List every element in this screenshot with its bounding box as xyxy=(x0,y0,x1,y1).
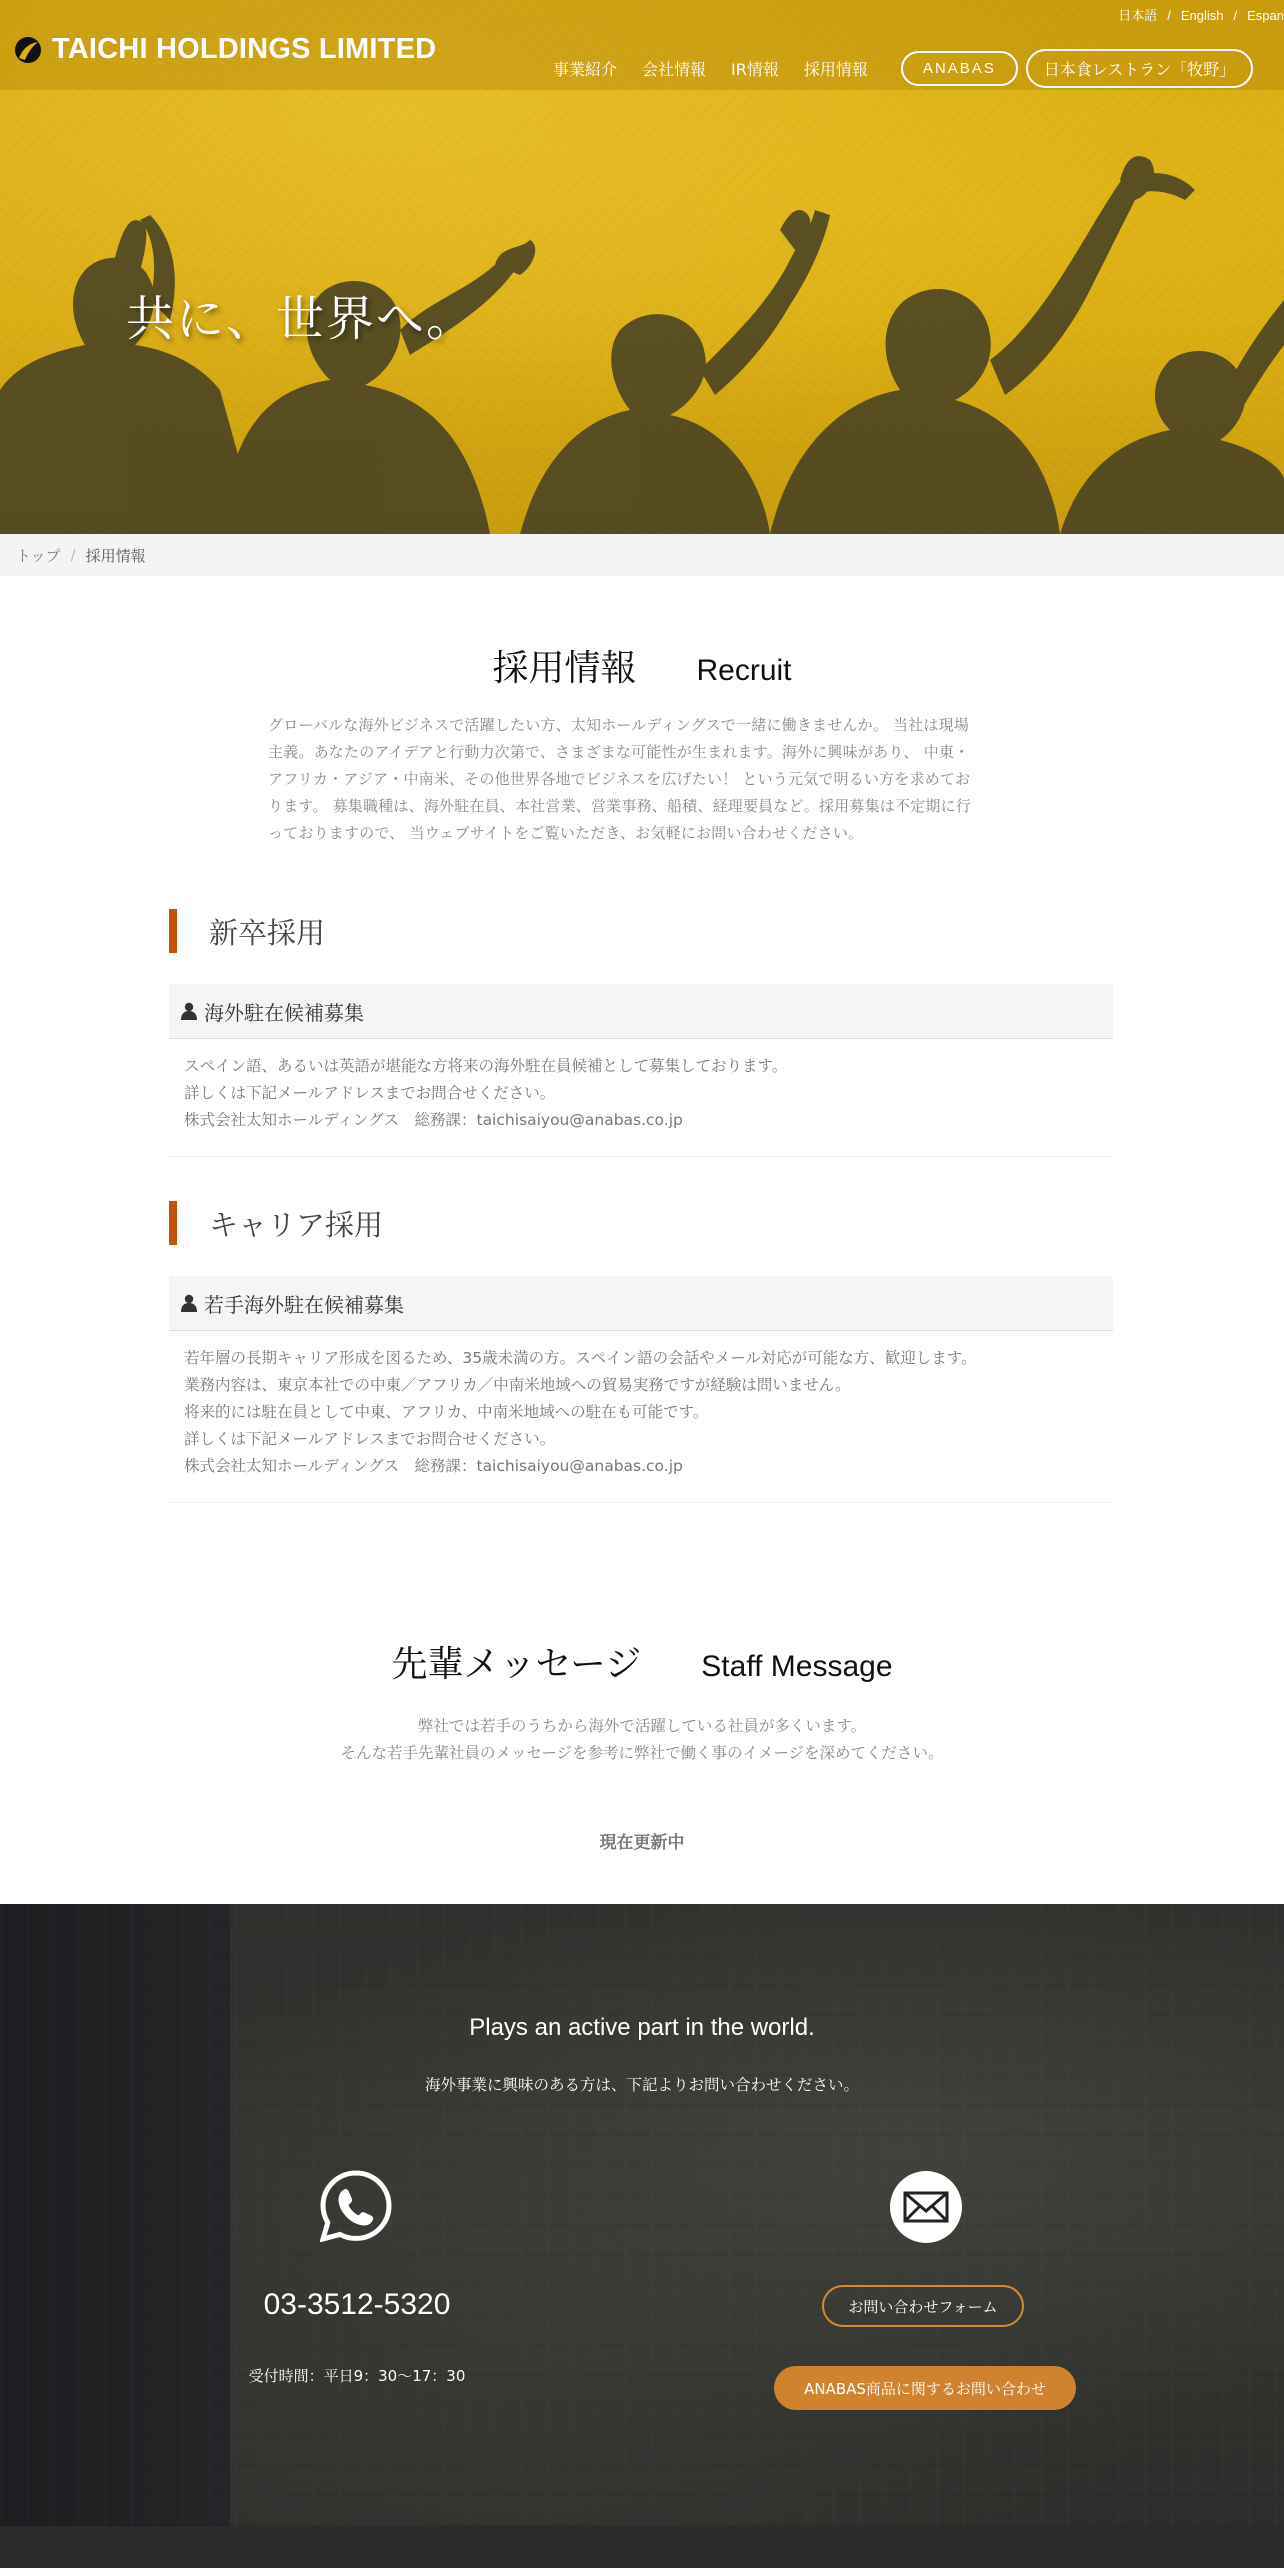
job-panel-header xyxy=(169,1276,1113,1331)
user-icon xyxy=(181,1002,197,1020)
contact-title: Plays an active part in the world. xyxy=(469,2014,815,2041)
staff-status: 現在更新中 xyxy=(599,1833,685,1853)
new-grad-heading xyxy=(169,909,325,953)
staff-heading xyxy=(0,1636,1284,1687)
recruit-intro xyxy=(268,712,1016,847)
intro-line: グローバルな海外ビジネスで活躍したい方、太知ホールディングスで一緒に働きませんか。 当社は現場 xyxy=(268,716,970,734)
site-logo[interactable] xyxy=(14,33,436,66)
recruit-title-jp: 採用情報 xyxy=(492,648,637,689)
staff-line: そんな若手先輩社員のメッセージを参考に弊社で働く事のイメージを深めてください。 xyxy=(340,1744,944,1762)
nav-item-ir[interactable]: IR情報 xyxy=(731,60,779,79)
nav-anabas-button[interactable]: ANABAS xyxy=(901,51,1018,86)
staff-title-jp: 先輩メッセージ xyxy=(391,1644,642,1685)
contact-section xyxy=(0,1904,1284,2526)
career-title: キャリア採用 xyxy=(209,1207,384,1242)
intro-line: 主義。あなたのアイデアと行動力次第で、さまざまな可能性が生まれます。海外に興味があり、 中東・ xyxy=(268,743,970,761)
nav-restaurant-button[interactable]: 日本食レストラン「牧野」 xyxy=(1026,49,1254,88)
job-title: 海外駐在候補募集 xyxy=(204,1000,364,1025)
nav-item-recruit[interactable]: 採用情報 xyxy=(803,60,868,79)
job-line: 詳しくは下記メールアドレスまでお問合せください。 xyxy=(184,1084,556,1102)
lang-english[interactable]: English xyxy=(1180,8,1224,23)
lang-spanish[interactable]: Espan xyxy=(1247,8,1284,23)
category-accent-bar xyxy=(169,909,177,953)
job-description xyxy=(169,1039,1113,1156)
job-line: 将来的には駐在員として中東、アフリカ、中南米地域への駐在も可能です。 xyxy=(184,1403,709,1421)
logo-text: TAICHI HOLDINGS LIMITED xyxy=(52,33,437,65)
job-line: 詳しくは下記メールアドレスまでお問合せください。 xyxy=(184,1430,556,1448)
nav-item-company[interactable]: 会社情報 xyxy=(642,60,707,79)
breadcrumb xyxy=(0,534,1284,576)
lang-separator: / xyxy=(1167,8,1171,23)
intro-line: アフリカ・アジア・中南米、その他世界各地でビジネスを広げたい！ という元気で明るい方を求めてお xyxy=(268,770,971,788)
category-accent-bar xyxy=(169,1201,177,1245)
logo-mark-icon xyxy=(14,36,42,64)
job-panel-header xyxy=(169,984,1113,1039)
user-icon xyxy=(181,1294,197,1312)
career-job-panel xyxy=(169,1276,1113,1503)
job-line: 若年層の長期キャリア形成を図るため、35歳未満の方。スペイン語の会話やメール対応が可能な方、歓迎します。 xyxy=(184,1349,977,1367)
staff-intro xyxy=(0,1713,1284,1767)
mail-icon xyxy=(889,2170,963,2244)
staff-title-en: Staff Message xyxy=(701,1650,893,1683)
job-description xyxy=(169,1331,1113,1502)
language-switcher xyxy=(1118,5,1284,24)
main-nav xyxy=(553,49,1253,88)
contact-form-button[interactable]: お問い合わせフォーム xyxy=(822,2285,1024,2327)
lang-separator: / xyxy=(1233,8,1238,23)
career-heading xyxy=(169,1201,383,1245)
anabas-inquiry-button[interactable]: ANABAS商品に関するお問い合わせ xyxy=(774,2366,1076,2410)
job-line: 株式会社太知ホールディングス 総務課：taichisaiyou@anabas.co.jp xyxy=(184,1111,683,1129)
contact-overlay xyxy=(0,1904,1284,2526)
business-hours: 受付時間：平日9：30～17：30 xyxy=(248,2367,466,2385)
job-line: スペイン語、あるいは英語が堪能な方将来の海外駐在員候補として募集しております。 xyxy=(184,1057,788,1075)
footer-strip xyxy=(0,2526,1284,2568)
job-line: 業務内容は、東京本社での中東／アフリカ／中南米地域への貿易実務ですが経験は問いません。 xyxy=(184,1376,851,1394)
breadcrumb-separator: / xyxy=(70,546,76,564)
new-grad-job-panel xyxy=(169,984,1113,1157)
recruit-title-en: Recruit xyxy=(696,654,792,687)
breadcrumb-home-link[interactable]: トップ xyxy=(16,546,61,565)
staff-line: 弊社では若手のうちから海外で活躍している社員が多くいます。 xyxy=(417,1717,867,1735)
hero-banner xyxy=(0,0,1284,534)
job-title: 若手海外駐在候補募集 xyxy=(204,1292,404,1317)
whatsapp-phone-icon xyxy=(320,2170,392,2242)
phone-number[interactable]: 03-3512-5320 xyxy=(263,2288,451,2321)
lang-japanese[interactable]: 日本語 xyxy=(1118,8,1158,23)
intro-line: っておりますので、 当ウェブサイトをご覧いただき、お気軽にお問い合わせください。 xyxy=(268,824,864,842)
new-grad-title: 新卒採用 xyxy=(209,915,326,950)
contact-subtitle: 海外事業に興味のある方は、下記よりお問い合わせください。 xyxy=(424,2076,859,2094)
hero-title: 共に、世界へ。 xyxy=(126,291,477,347)
breadcrumb-current: 採用情報 xyxy=(85,546,146,565)
job-line: 株式会社太知ホールディングス 総務課：taichisaiyou@anabas.co.jp xyxy=(184,1457,683,1475)
recruit-heading xyxy=(0,640,1284,691)
nav-item-business[interactable]: 事業紹介 xyxy=(553,60,618,79)
intro-line: ります。 募集職種は、海外駐在員、本社営業、営業事務、船積、経理要員など。採用募集は不定期に行 xyxy=(268,797,971,815)
